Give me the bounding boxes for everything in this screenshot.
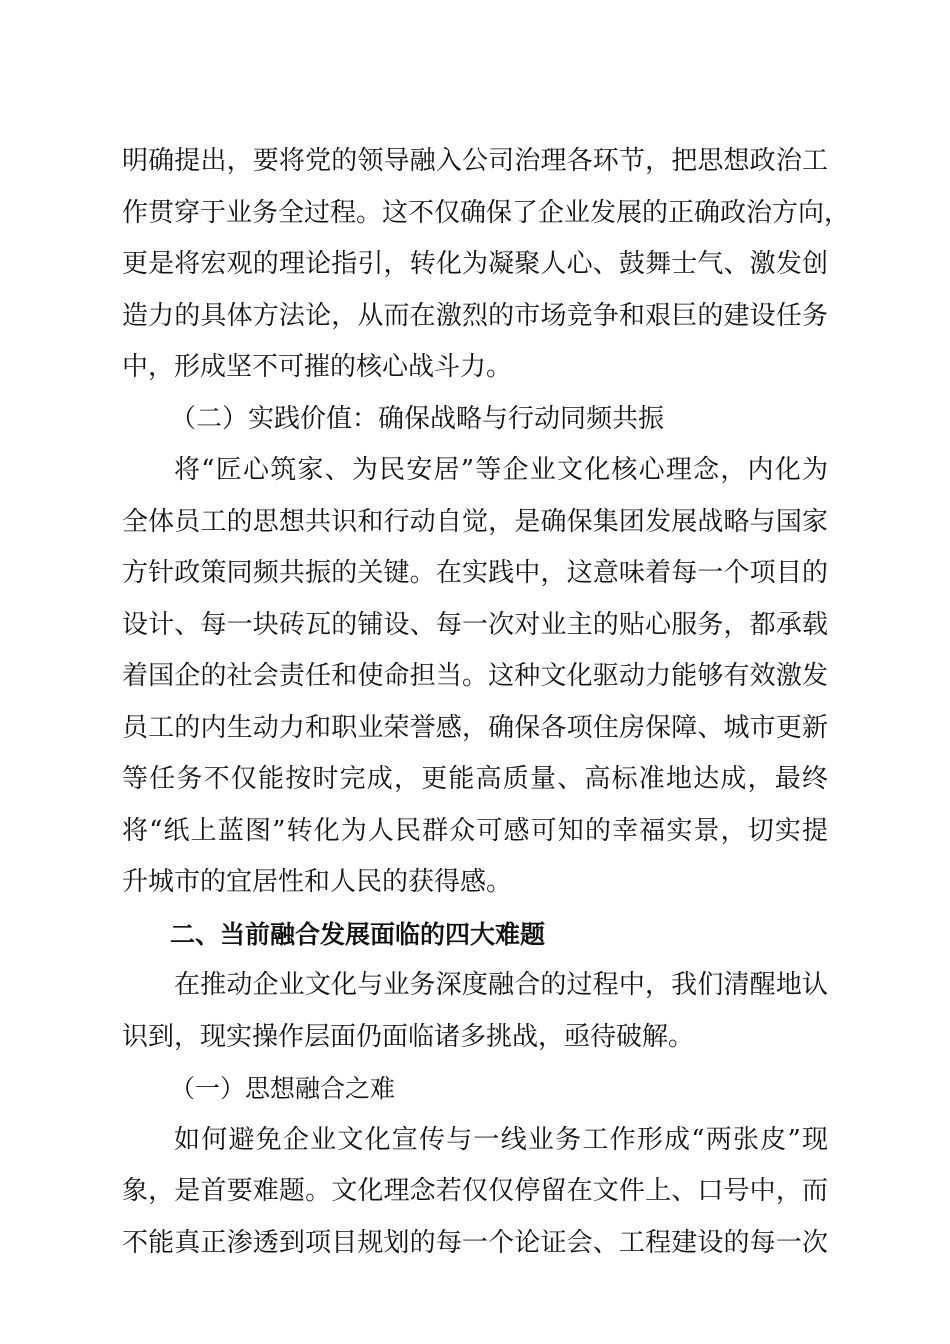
document-page (122, 136, 851, 1269)
body-text-line: 象，是首要难题。文化理念若仅仅停留在文件上、口号中，而 (122, 1176, 828, 1206)
paragraph-first-line: 在推动企业文化与业务深度融合的过程中，我们清醒地认 (174, 970, 828, 1000)
paragraph-first-line: 将“匠心筑家、为民安居”等企业文化核心理念，内化为 (174, 455, 828, 485)
paragraph-first-line: 如何避免企业文化宣传与一线业务工作形成“两张皮”现 (174, 1124, 828, 1155)
subsection-heading-ideological-integration: （一）思想融合之难 (170, 1074, 396, 1103)
subsection-heading-practical-value: （二）实践价值：确保战略与行动同频共振 (170, 403, 665, 434)
body-text-line: 方针政策同频共振的关键。在实践中，这意味着每一个项目的 (122, 558, 828, 588)
body-text-line: 全体员工的思想共识和行动自觉，是确保集团发展战略与国家 (122, 506, 828, 537)
body-text-line: 不能真正渗透到项目规划的每一个论证会、工程建设的每一次 (122, 1227, 828, 1258)
body-text-line: 明确提出，要将党的领导融入公司治理各环节，把思想政治工 (122, 146, 828, 176)
section-heading-four-challenges: 二、当前融合发展面临的四大难题 (170, 919, 546, 949)
body-text-line: 升城市的宜居性和人民的获得感。 (122, 867, 513, 897)
body-text-line: 中，形成坚不可摧的核心战斗力。 (122, 352, 513, 382)
body-text-line: 着国企的社会责任和使命担当。这种文化驱动力能够有效激发 (122, 661, 828, 691)
body-text-line: 造力的具体方法论，从而在激烈的市场竞争和艰巨的建设任务 (122, 300, 828, 331)
body-text-line: 更是将宏观的理论指引，转化为凝聚人心、鼓舞士气、激发创 (122, 249, 828, 279)
body-text-line: 等任务不仅能按时完成，更能高质量、高标准地达成，最终 (122, 764, 828, 794)
body-text-line: 设计、每一块砖瓦的铺设、每一次对业主的贴心服务，都承载 (122, 609, 828, 640)
body-text-line: 作贯穿于业务全过程。这不仅确保了企业发展的正确政治方向， (122, 197, 851, 228)
body-text-line: 将“纸上蓝图”转化为人民群众可感可知的幸福实景，切实提 (122, 815, 828, 846)
body-text-line: 员工的内生动力和职业荣誉感，确保各项住房保障、城市更新 (122, 712, 828, 743)
body-text-line: 识到，现实操作层面仍面临诸多挑战，亟待破解。 (122, 1021, 695, 1052)
